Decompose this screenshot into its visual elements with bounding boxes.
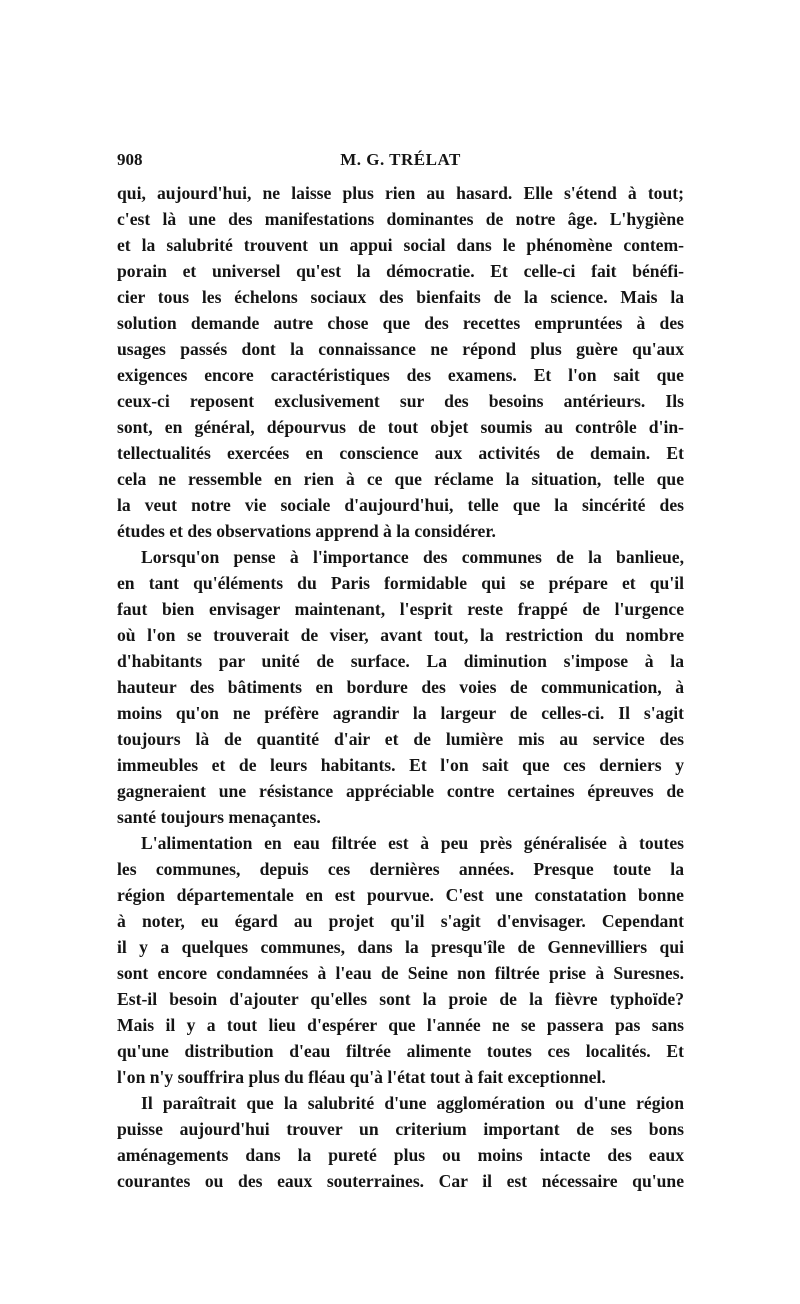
- text-line: santé toujours menaçantes.: [117, 807, 321, 827]
- text-line: sont, en général, dépourvus de tout objet soumis au contrôle d'in-: [117, 417, 684, 437]
- body-text: [117, 180, 684, 1194]
- text-line: faut bien envisager maintenant, l'esprit reste frappé de l'urgence: [117, 599, 684, 619]
- paragraph-2: [117, 544, 684, 830]
- running-head: M. G. TRÉLAT: [340, 150, 461, 169]
- text-line: moins qu'on ne préfère agrandir la largeur de celles-ci. Il s'agit: [117, 703, 684, 723]
- paragraph-3: [117, 830, 684, 1090]
- text-line: aménagements dans la pureté plus ou moins intacte des eaux: [117, 1145, 684, 1165]
- text-line: il y a quelques communes, dans la presqu'île de Gennevilliers qui: [117, 937, 684, 957]
- text-line: à noter, eu égard au projet qu'il s'agit d'envisager. Cependant: [117, 911, 684, 931]
- text-line: puisse aujourd'hui trouver un criterium important de ses bons: [117, 1119, 684, 1139]
- text-line: Il paraîtrait que la salubrité d'une agglomération ou d'une région: [141, 1093, 684, 1113]
- text-line: où l'on se trouverait de viser, avant tout, la restriction du nombre: [117, 625, 684, 645]
- text-line: qui, aujourd'hui, ne laisse plus rien au hasard. Elle s'étend à tout;: [117, 183, 684, 203]
- text-line: solution demande autre chose que des recettes empruntées à des: [117, 313, 684, 333]
- text-line: qu'une distribution d'eau filtrée alimente toutes ces localités. Et: [117, 1041, 684, 1061]
- text-line: L'alimentation en eau filtrée est à peu près généralisée à toutes: [141, 833, 684, 853]
- text-line: c'est là une des manifestations dominantes de notre âge. L'hygiène: [117, 209, 684, 229]
- text-line: Est-il besoin d'ajouter qu'elles sont la proie de la fièvre typhoïde?: [117, 989, 684, 1009]
- text-line: cela ne ressemble en rien à ce que réclame la situation, telle que: [117, 469, 684, 489]
- text-line: porain et universel qu'est la démocratie. Et celle-ci fait bénéfi-: [117, 261, 684, 281]
- text-line: tellectualités exercées en conscience aux activités de demain. Et: [117, 443, 684, 463]
- text-line: l'on n'y souffrira plus du fléau qu'à l'état tout à fait exceptionnel.: [117, 1067, 606, 1087]
- text-line: Mais il y a tout lieu d'espérer que l'année ne se passera pas sans: [117, 1015, 684, 1035]
- page-number: 908: [117, 150, 143, 169]
- text-line: études et des observations apprend à la considérer.: [117, 521, 496, 541]
- text-line: les communes, depuis ces dernières années. Presque toute la: [117, 859, 684, 879]
- text-line: gagneraient une résistance appréciable contre certaines épreuves de: [117, 781, 684, 801]
- text-line: Lorsqu'on pense à l'importance des communes de la banlieue,: [141, 547, 684, 567]
- text-line: courantes ou des eaux souterraines. Car il est nécessaire qu'une: [117, 1171, 684, 1191]
- paragraph-4: [117, 1090, 684, 1194]
- text-line: région départementale en est pourvue. C'est une constatation bonne: [117, 885, 684, 905]
- page-header: [117, 150, 684, 176]
- text-line: hauteur des bâtiments en bordure des voies de communication, à: [117, 677, 684, 697]
- text-line: d'habitants par unité de surface. La diminution s'impose à la: [117, 651, 684, 671]
- text-line: ceux-ci reposent exclusivement sur des besoins antérieurs. Ils: [117, 391, 684, 411]
- text-line: sont encore condamnées à l'eau de Seine non filtrée prise à Suresnes.: [117, 963, 684, 983]
- text-line: toujours là de quantité d'air et de lumière mis au service des: [117, 729, 684, 749]
- paragraph-1: [117, 180, 684, 544]
- text-line: usages passés dont la connaissance ne répond plus guère qu'aux: [117, 339, 684, 359]
- text-line: la veut notre vie sociale d'aujourd'hui, telle que la sincérité des: [117, 495, 684, 515]
- text-line: cier tous les échelons sociaux des bienfaits de la science. Mais la: [117, 287, 684, 307]
- text-line: exigences encore caractéristiques des examens. Et l'on sait que: [117, 365, 684, 385]
- text-line: en tant qu'éléments du Paris formidable qui se prépare et qu'il: [117, 573, 684, 593]
- text-line: immeubles et de leurs habitants. Et l'on sait que ces derniers y: [117, 755, 684, 775]
- text-line: et la salubrité trouvent un appui social dans le phénomène contem-: [117, 235, 684, 255]
